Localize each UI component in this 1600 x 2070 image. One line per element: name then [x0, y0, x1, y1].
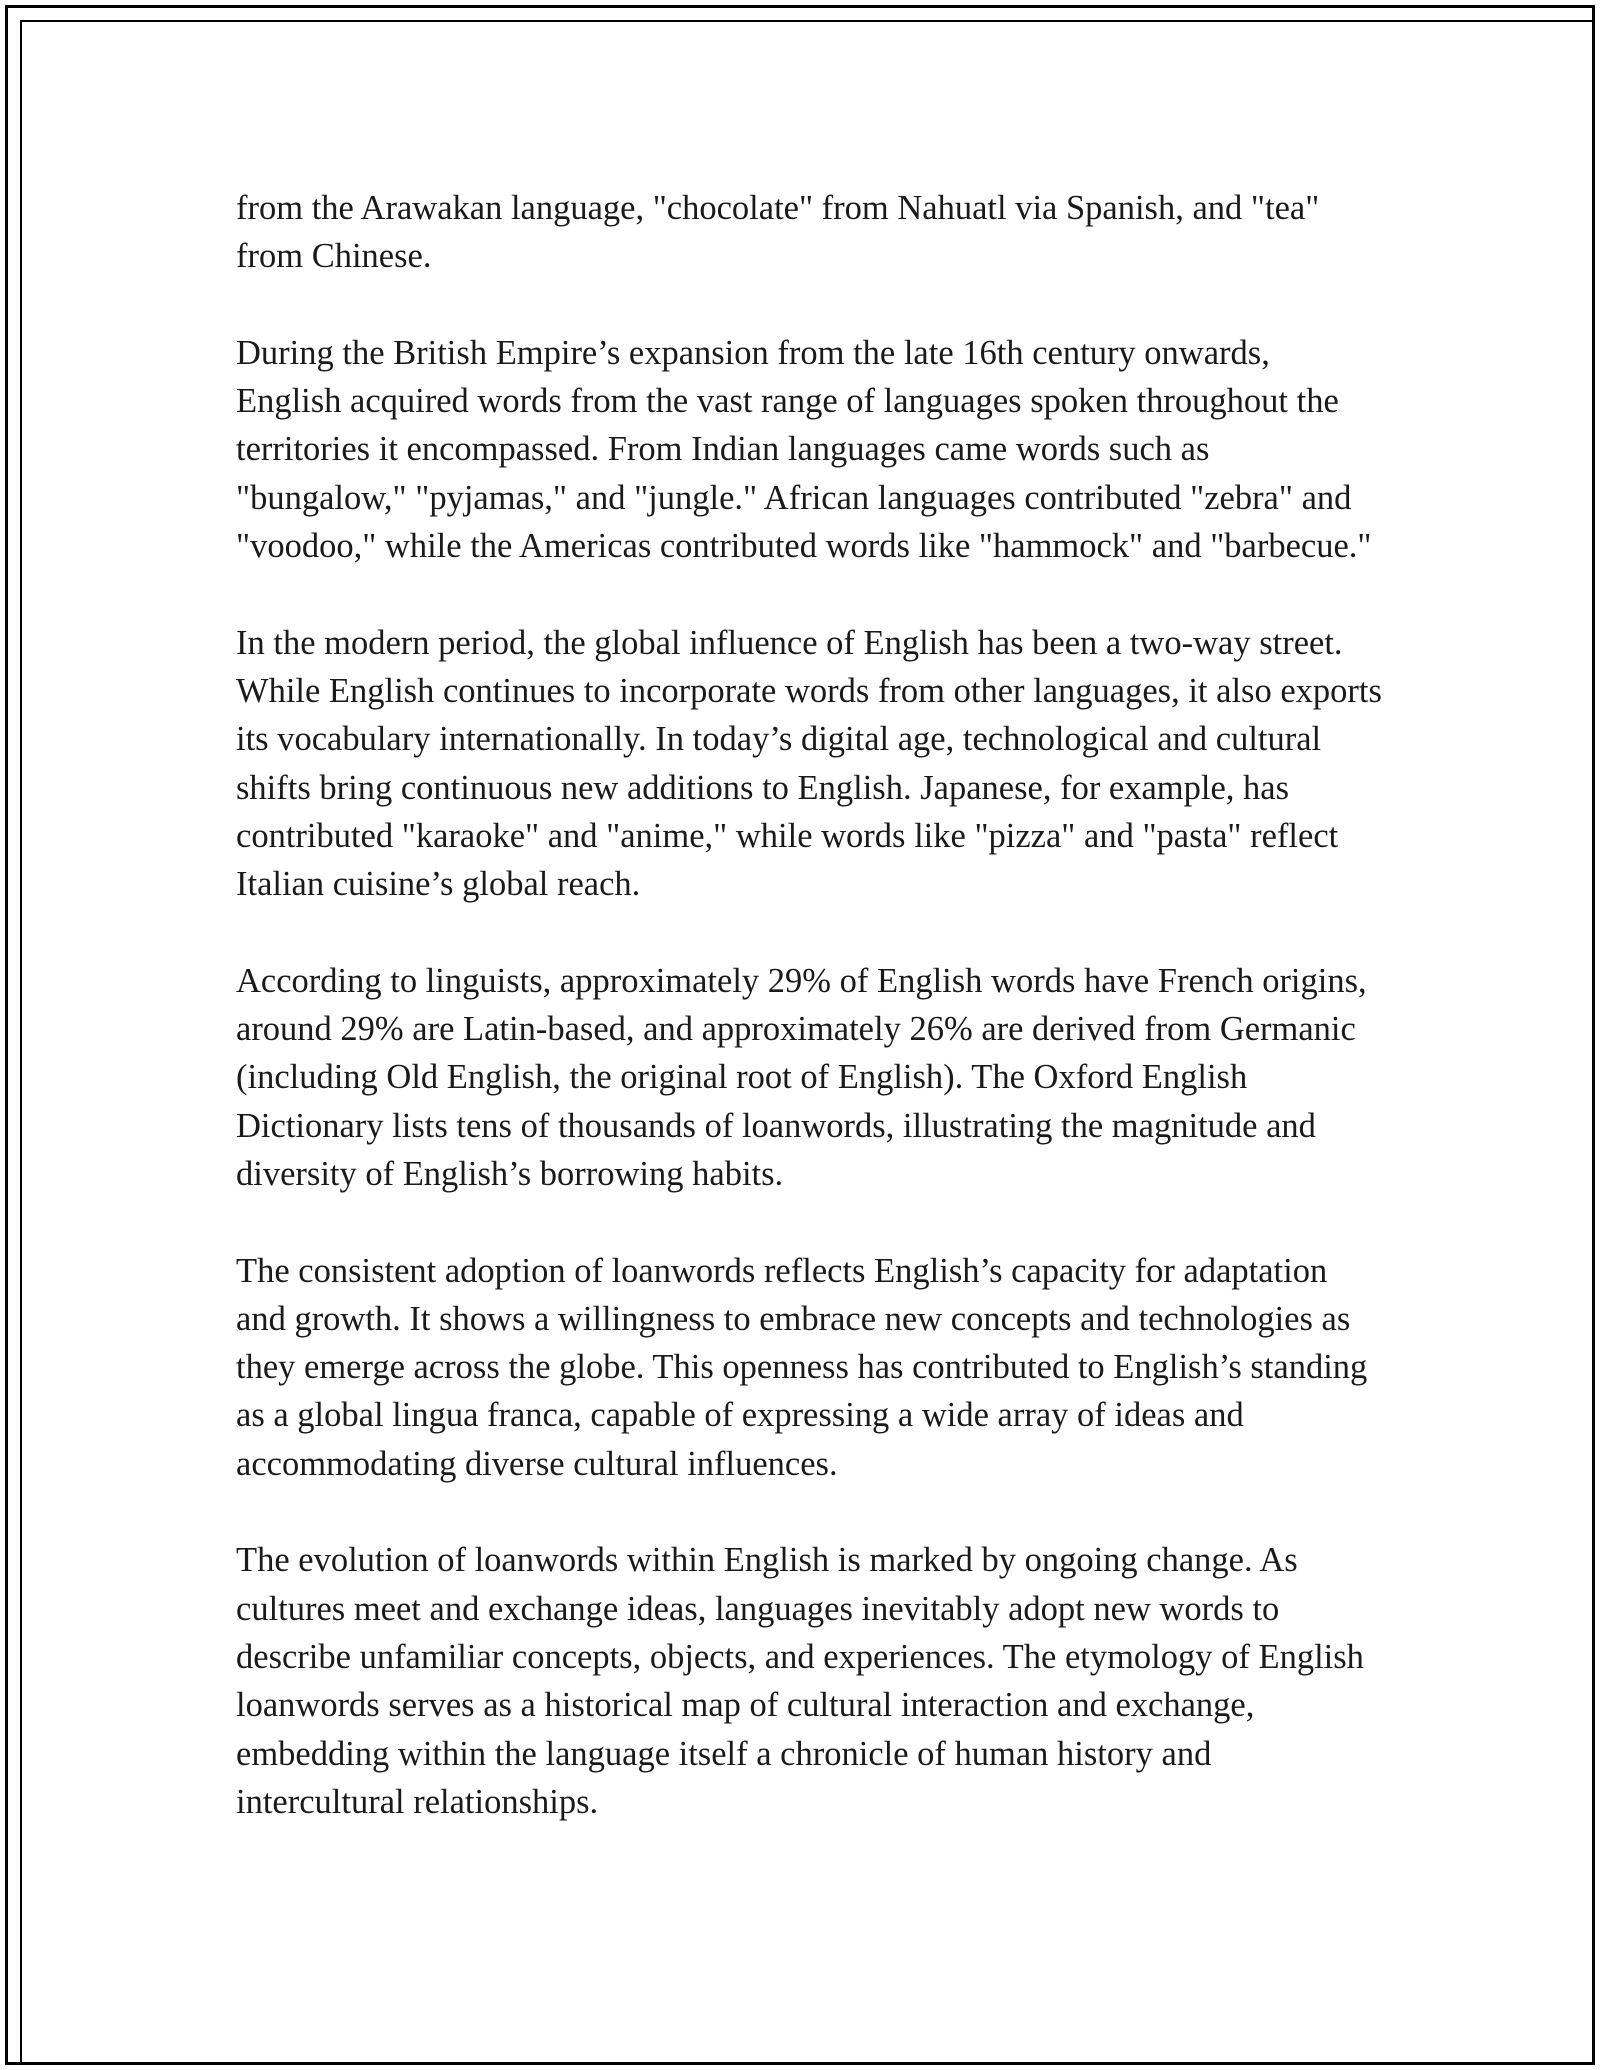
paragraph-british-empire: During the British Empire’s expansion from the late 16th century onwards, English acquired words from the vast range of languages spoken throughout the territories it encompassed. From Indian languages came words such as "bungalow," "pyjamas," and "jungle." African languages contributed "zebra" and "voodoo," while the Americas contributed words like "hammock" and "barbecue." — [236, 333, 1372, 566]
paragraph-modern-period: In the modern period, the global influence of English has been a two-way street. While English continues to incorporate words from other languages, it also exports its vocabulary internationally. In today’s digital age, technological and cultural shifts bring continuous new additions to English. Japanese, for example, has contributed "karaoke" and "anime," while words like "pizza" and "pasta" reflect Italian cuisine’s global reach. — [236, 623, 1382, 904]
paragraph-continuation: from the Arawakan language, "chocolate" from Nahuatl via Spanish, and "tea" from Chinese. — [236, 189, 1320, 276]
paragraph-evolution: The evolution of loanwords within English is marked by ongoing change. As cultures meet and exchange ideas, languages inevitably adopt new words to describe unfamiliar concepts, objects, and experiences. The etymology of English loanwords serves as a historical map of cultural interaction and exchange, embedding within the language itself a chronicle of human history and intercultural relationships. — [236, 1541, 1364, 1821]
paragraph-adaptation: The consistent adoption of loanwords reflects English’s capacity for adaptation and growth. It shows a willingness to embrace new concepts and technologies as they emerge across the globe. This openness has contributed to English’s standing as a global lingua franca, capable of expressing a wide array of ideas and accommodating diverse cultural influences. — [236, 1251, 1368, 1483]
document-body — [236, 184, 1382, 1826]
paragraph-linguists-statistics: According to linguists, approximately 29% of English words have French origins, around 29% are Latin-based, and approximately 26% are derived from Germanic (including Old English, the original root of English). The Oxford English Dictionary lists tens of thousands of loanwords, illustrating the magnitude and diversity of English’s borrowing habits. — [236, 961, 1367, 1193]
